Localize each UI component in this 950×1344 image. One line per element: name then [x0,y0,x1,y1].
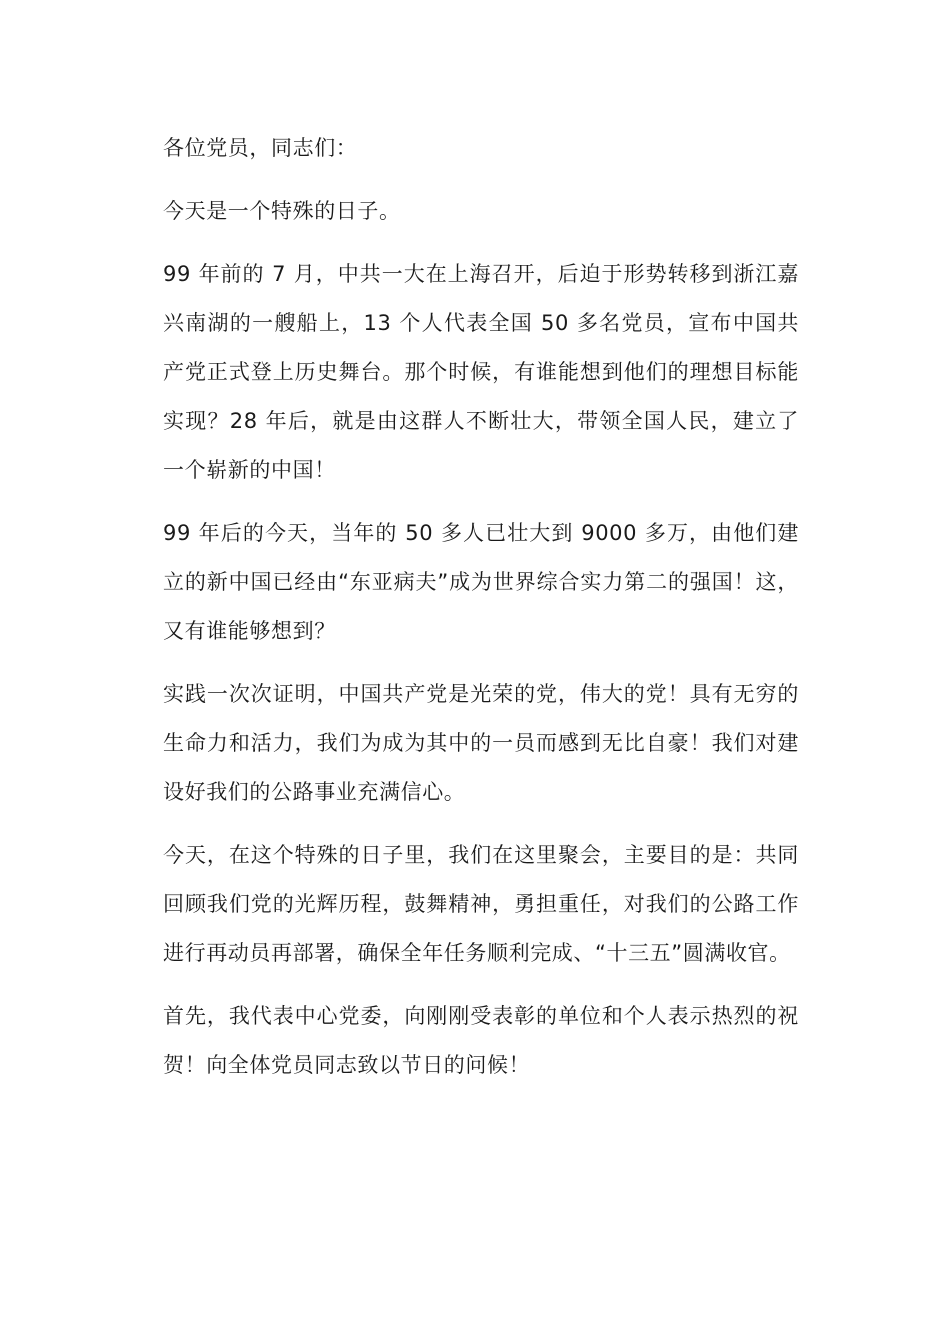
paragraph-history: 99 年前的 7 月，中共一大在上海召开，后迫于形势转移到浙江嘉兴南湖的一艘船上，13 个人代表全国 50 多名党员，宣布中国共产党正式登上历史舞台。那个时候，有谁能想到他们的理想目标能实现？28 年后，就是由这群人不断壮大，带领全国人民，建立了一个崭新的中国！ [163,262,799,482]
paragraph-pride: 实践一次次证明，中国共产党是光荣的党，伟大的党！具有无穷的生命力和活力，我们为成为其中的一员而感到无比自豪！我们对建设好我们的公路事业充满信心。 [163,682,799,804]
paragraph-purpose: 今天，在这个特殊的日子里，我们在这里聚会，主要目的是：共同回顾我们党的光辉历程，鼓舞精神，勇担重任，对我们的公路工作进行再动员再部署，确保全年任务顺利完成、“十三五”圆满收官。 [163,843,799,965]
paragraph-growth: 99 年后的今天，当年的 50 多人已壮大到 9000 多万，由他们建立的新中国已经由“东亚病夫”成为世界综合实力第二的强国！这，又有谁能够想到？ [163,521,799,643]
speech-body [163,124,799,1104]
paragraph-congratulations: 首先，我代表中心党委，向刚刚受表彰的单位和个人表示热烈的祝贺！向全体党员同志致以节日的问候！ [163,1004,799,1077]
paragraph-special-day: 今天是一个特殊的日子。 [163,199,401,223]
salutation: 各位党员，同志们： [163,136,358,160]
